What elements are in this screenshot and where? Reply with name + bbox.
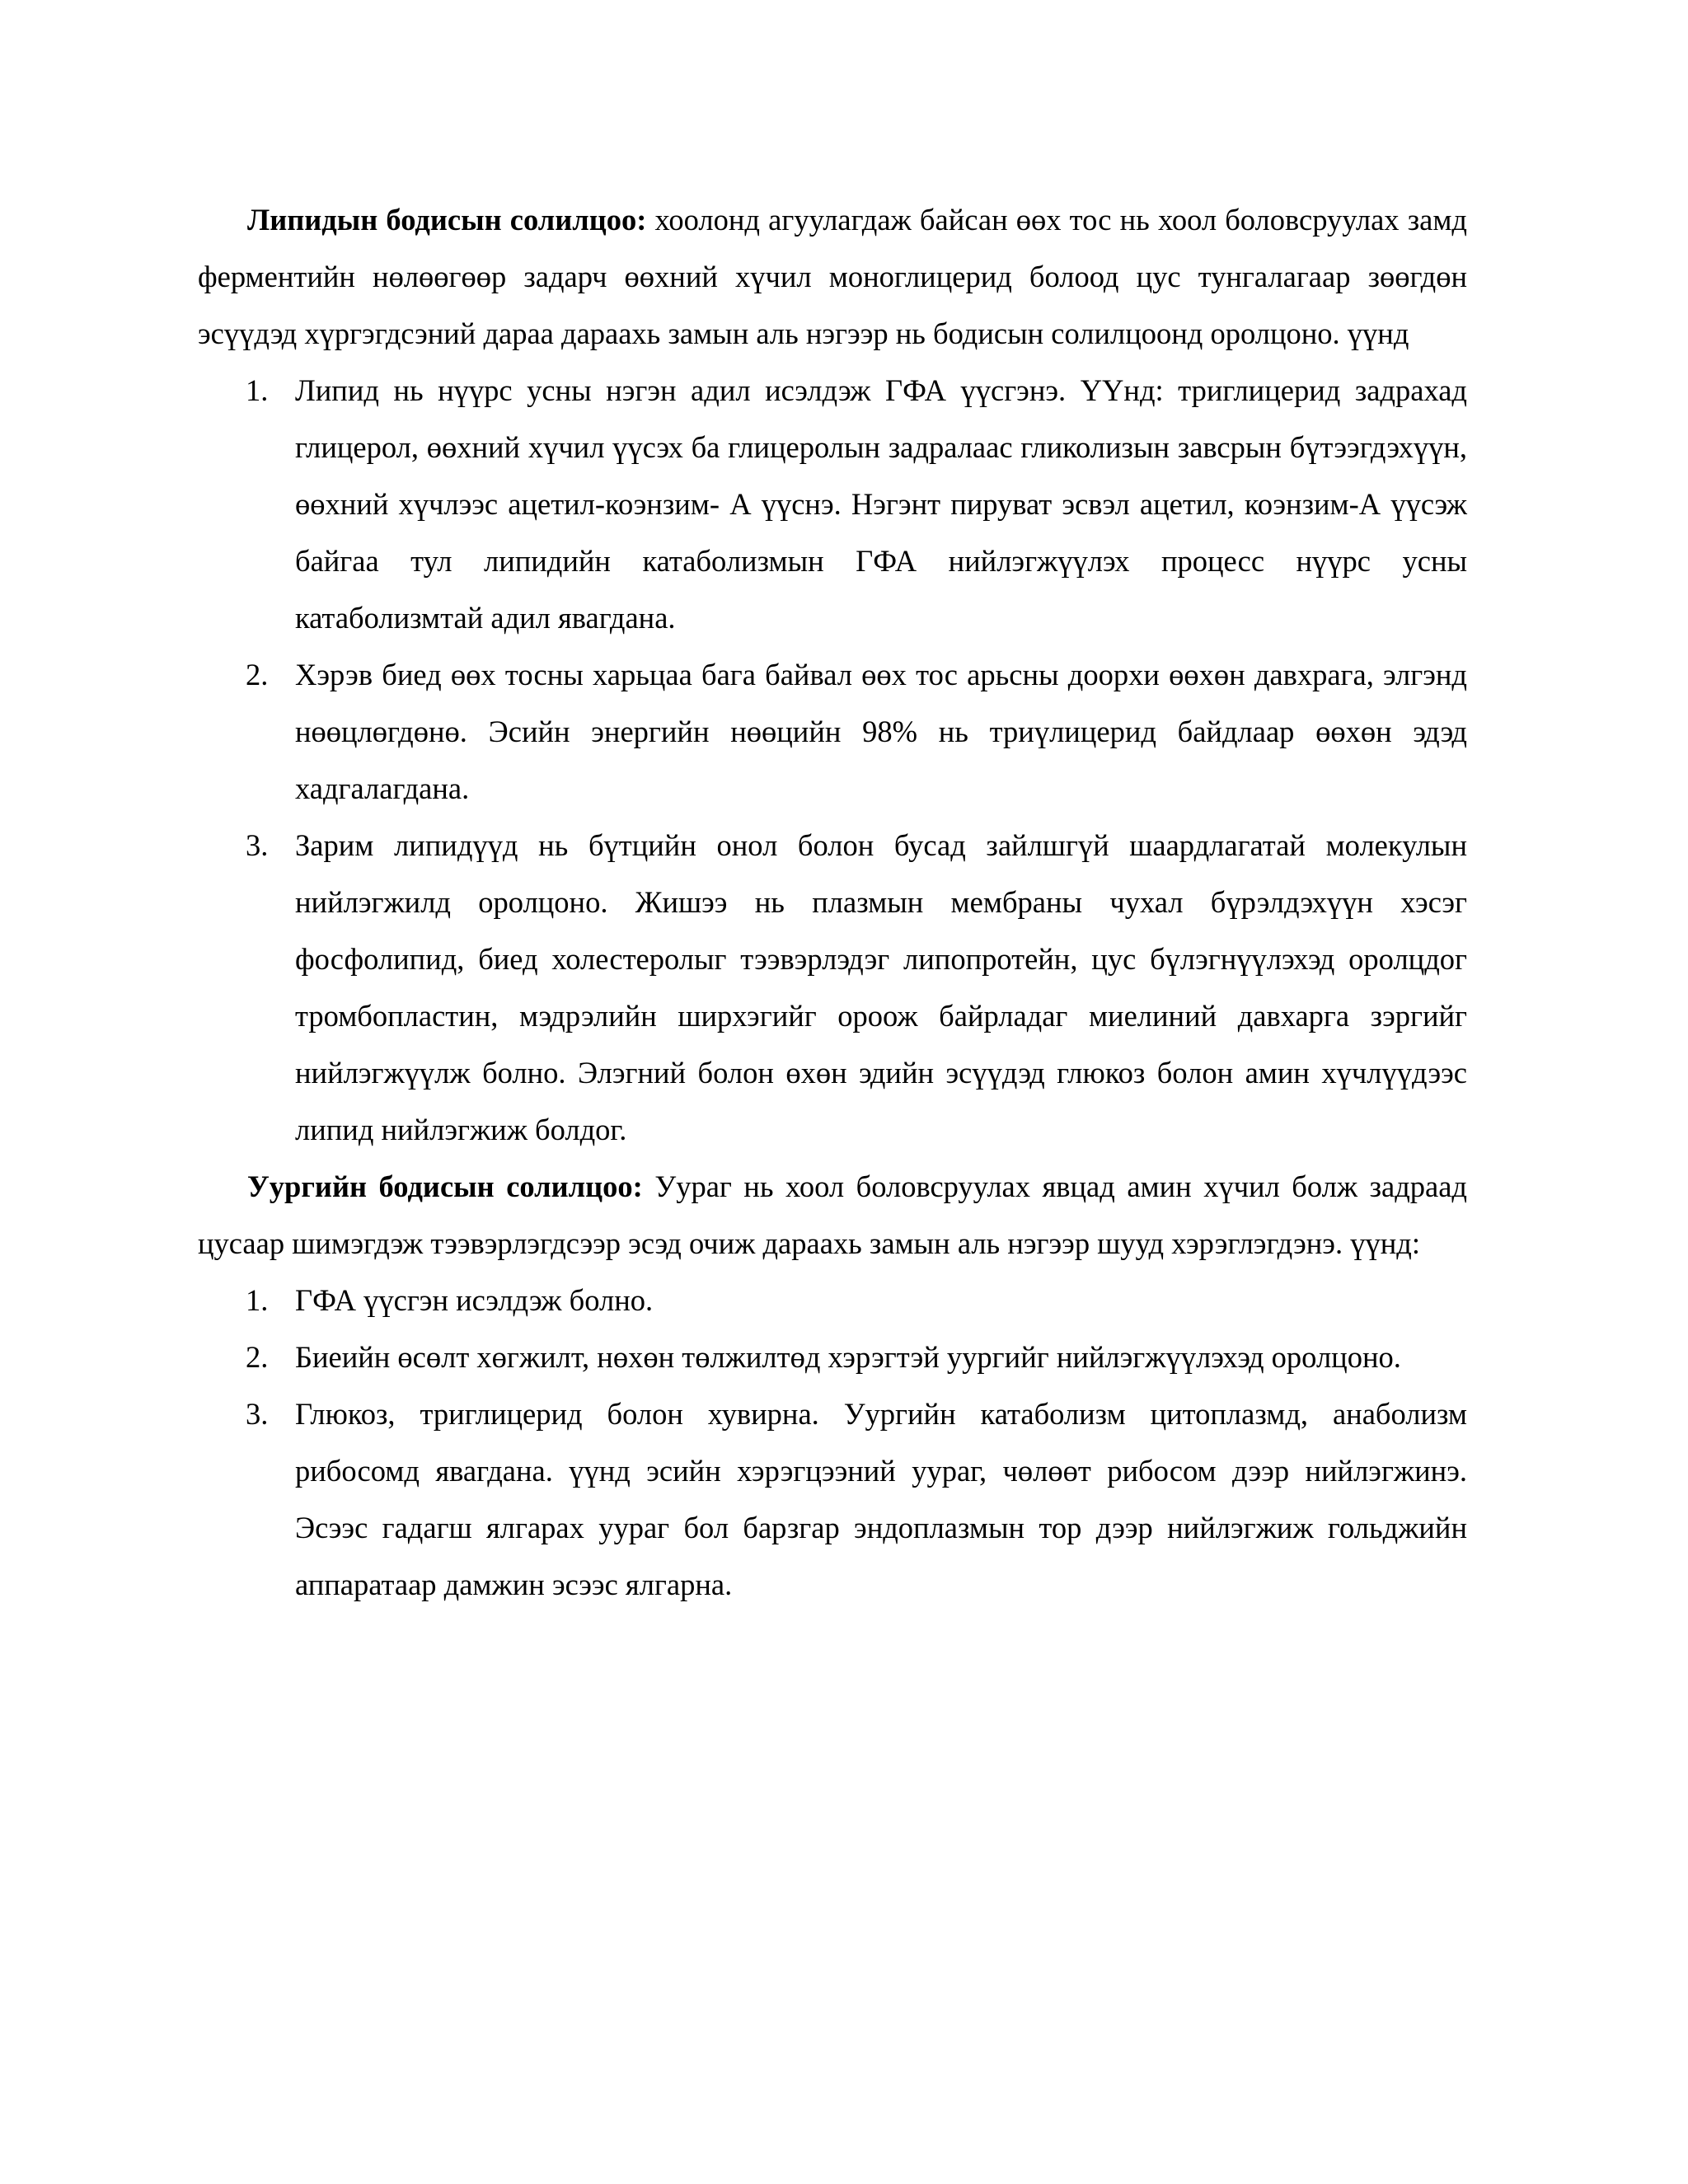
list-item-number: 3.: [246, 828, 269, 862]
list-item: [198, 1329, 1467, 1385]
protein-metabolism-heading: Уургийн бодисын солилцоо:: [247, 1169, 643, 1203]
list-item: [198, 646, 1467, 817]
list-item-text: Хэрэв биед өөх тосны харьцаа бага байвал өөх тос арьсны доорхи өөхөн давхрага, элгэнд нөөцлөгдөнө. Эсийн энергийн нөөцийн 98% нь триүлицерид байдлаар өөхөн эдэд хадгалагдана.: [295, 658, 1467, 805]
list-item: [198, 817, 1467, 1158]
list-item-text: Липид нь нүүрс усны нэгэн адил исэлдэж ГФА үүсгэнэ. ҮҮнд: триглицерид задрахад глицерол, өөхний хүчил үүсэх ба глицеролын задралаас гликолизын завсрын бүтээгдэхүүн, өөхний хүчлээс ацетил-коэнзим- А үүснэ. Нэгэнт пируват эсвэл ацетил, коэнзим-А үүсэж байгаа тул липидийн катаболизмын ГФА нийлэгжүүлэх процесс нүүрс усны катаболизмтай адил явагдана.: [295, 373, 1467, 635]
list-item-text: Зарим липидүүд нь бүтцийн онол болон бусад зайлшгүй шаардлагатай молекулын нийлэгжилд оролцоно. Жишээ нь плазмын мембраны чухал бүрэлдэхүүн хэсэг фосфолипид, биед холестеролыг тээвэрлэдэг липопротейн, цус бүлэгнүүлэхэд оролцдог тромбопластин, мэдрэлийн ширхэгийг ороож байрладаг миелиний давхарга зэргийг нийлэгжүүлж болно. Элэгний болон өхөн эдийн эсүүдэд глюкоз болон амин хүчлүүдээс липид нийлэгжиж болдог.: [295, 828, 1467, 1146]
list-item-number: 1.: [246, 1283, 269, 1317]
protein-metabolism-paragraph: [198, 1158, 1467, 1272]
lipid-metabolism-intro: хоолонд агуулагдаж байсан өөх тос нь хоол боловсруулах замд ферментийн нөлөөгөөр задарч өөхний хүчил моноглицерид болоод цус тунгалагаар зөөгдөн эсүүдэд хүргэгдсэний дараа дараахь замын аль нэгээр нь бодисын солилцоонд оролцоно. үүнд: [198, 203, 1467, 350]
list-item: [198, 362, 1467, 646]
lipid-metabolism-heading: Липидын бодисын солилцоо:: [247, 203, 647, 237]
list-item: [198, 1272, 1467, 1329]
list-item-text: ГФА үүсгэн исэлдэж болно.: [295, 1283, 654, 1317]
list-item-text: Глюкоз, триглицерид болон хувирна. Уургийн катаболизм цитоплазмд, анаболизм рибосомд явагдана. үүнд эсийн хэрэгцээний уураг, чөлөөт рибосом дээр нийлэгжинэ. Эсээс гадагш ялгарах уураг бол барзгар эндоплазмын тор дээр нийлэгжиж гольджийн аппаратаар дамжин эсээс ялгарна.: [295, 1397, 1467, 1601]
protein-metabolism-intro: Уураг нь хоол боловсруулах явцад амин хүчил болж задраад цусаар шимэгдэж тээвэрлэгдсээр эсэд очиж дараахь замын аль нэгээр шууд хэрэглэгдэнэ. үүнд:: [198, 1169, 1467, 1260]
document-page: [198, 191, 1467, 1613]
list-item-number: 3.: [246, 1397, 269, 1431]
lipid-metabolism-list: [198, 362, 1467, 1158]
list-item-number: 2.: [246, 658, 269, 691]
list-item-number: 1.: [246, 373, 269, 407]
list-item-number: 2.: [246, 1340, 269, 1374]
lipid-metabolism-paragraph: [198, 191, 1467, 362]
protein-metabolism-list: [198, 1272, 1467, 1613]
list-item-text: Биеийн өсөлт хөгжилт, нөхөн төлжилтөд хэрэгтэй уургийг нийлэгжүүлэхэд оролцоно.: [295, 1340, 1401, 1374]
list-item: [198, 1385, 1467, 1613]
